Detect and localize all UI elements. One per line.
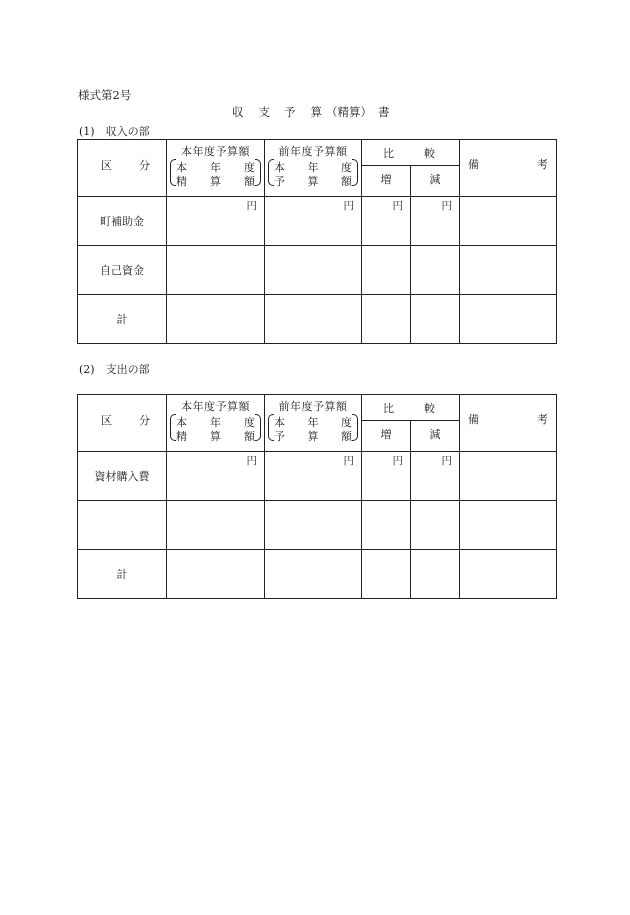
row-label-cell: [78, 501, 167, 550]
header-text: 考: [537, 413, 548, 426]
bracket-right: [255, 159, 261, 186]
header-kubun: [78, 140, 167, 197]
header-text: 算: [307, 430, 319, 443]
header-text: 度: [244, 416, 255, 429]
row-label-cell: [78, 295, 167, 344]
header-text: 度: [341, 416, 352, 429]
title-char: 算: [310, 105, 322, 119]
header-remarks: [460, 140, 557, 197]
amount-cell[interactable]: [411, 501, 460, 550]
row-label: [78, 501, 166, 549]
amount-cell[interactable]: [167, 452, 265, 501]
header-text: 算: [307, 175, 319, 188]
amount-cell[interactable]: [265, 246, 362, 295]
remarks-cell[interactable]: [460, 452, 557, 501]
header-comparison: [362, 140, 460, 166]
expense-table: [77, 394, 557, 599]
row-label-cell: [78, 246, 167, 295]
bracket-right: [255, 414, 261, 441]
header-text: 年: [307, 416, 319, 429]
header-text: 予: [274, 175, 285, 188]
header-text: 年: [210, 161, 221, 174]
header-text: 度: [341, 161, 352, 174]
header-text: 算: [210, 175, 221, 188]
remarks-cell[interactable]: [460, 246, 557, 295]
title-char: 書: [378, 105, 390, 119]
title-char: 予: [284, 105, 296, 119]
amount-cell[interactable]: [167, 197, 265, 246]
header-text: 較: [424, 147, 435, 160]
amount-cell[interactable]: [362, 452, 411, 501]
table-row: [78, 452, 557, 501]
row-label: 計: [116, 313, 128, 326]
document-title: [232, 104, 390, 120]
header-text: 比: [383, 402, 394, 415]
amount-cell[interactable]: [265, 501, 362, 550]
header-prev-budget: [265, 140, 362, 197]
header-text: 分: [139, 158, 150, 172]
amount-cell[interactable]: [362, 295, 411, 344]
header-decrease: 減: [411, 421, 460, 452]
amount-cell[interactable]: [362, 550, 411, 599]
header-text: 予: [274, 430, 285, 443]
row-label: 資材購入費: [94, 470, 150, 483]
amount-cell[interactable]: [362, 246, 411, 295]
yen-unit: 円: [246, 200, 257, 212]
header-text: 本: [274, 416, 285, 429]
header-text: 本年度予算額: [181, 145, 250, 158]
title-char: 支: [258, 105, 270, 119]
row-label-cell: [78, 452, 167, 501]
remarks-cell[interactable]: [460, 295, 557, 344]
remarks-cell[interactable]: [460, 197, 557, 246]
amount-cell[interactable]: [362, 501, 411, 550]
header-current-budget: [167, 140, 265, 197]
row-label: 町補助金: [100, 215, 144, 228]
yen-unit: 円: [441, 200, 452, 212]
table-row: [78, 246, 557, 295]
header-text: 本: [176, 416, 187, 429]
title-char: 収: [232, 105, 244, 119]
header-comparison: [362, 395, 460, 421]
header-text: 備: [468, 158, 479, 171]
row-label-cell: [78, 197, 167, 246]
header-text: 区: [101, 413, 112, 427]
header-text: 本年度予算額: [181, 400, 250, 413]
title-char: （精算）: [326, 105, 372, 119]
header-remarks: [460, 395, 557, 452]
header-text: 前年度予算額: [278, 400, 348, 413]
amount-cell[interactable]: [411, 452, 460, 501]
bracket-right: [352, 414, 358, 441]
section-heading-income: (1) 収入の部: [79, 125, 150, 138]
header-text: 本: [176, 161, 187, 174]
header-text: 考: [537, 158, 548, 171]
table-row: [78, 197, 557, 246]
amount-cell[interactable]: [167, 501, 265, 550]
header-current-budget: [167, 395, 265, 452]
amount-cell[interactable]: [265, 197, 362, 246]
row-label: 計: [116, 568, 128, 581]
amount-cell[interactable]: [167, 295, 265, 344]
yen-unit: 円: [392, 455, 403, 467]
header-text: 額: [244, 175, 255, 188]
yen-unit: 円: [343, 455, 354, 467]
amount-cell[interactable]: [265, 452, 362, 501]
amount-cell[interactable]: [167, 550, 265, 599]
table-row: [78, 501, 557, 550]
bracket-right: [352, 159, 358, 186]
row-label-cell: [78, 550, 167, 599]
header-text: 分: [139, 413, 150, 427]
header-text: 額: [341, 430, 352, 443]
header-text: 額: [244, 430, 255, 443]
header-increase: 増: [362, 421, 411, 452]
table-row: [78, 295, 557, 344]
header-text: 前年度予算額: [278, 145, 348, 158]
yen-unit: 円: [246, 455, 257, 467]
remarks-cell[interactable]: [460, 501, 557, 550]
header-text: 比: [383, 147, 394, 160]
amount-cell[interactable]: [411, 550, 460, 599]
amount-cell[interactable]: [167, 246, 265, 295]
header-prev-budget: [265, 395, 362, 452]
yen-unit: 円: [343, 200, 354, 212]
amount-cell[interactable]: [265, 550, 362, 599]
yen-unit: 円: [441, 455, 452, 467]
amount-cell[interactable]: [265, 295, 362, 344]
header-text: 区: [101, 158, 112, 172]
header-text: 年: [210, 416, 221, 429]
amount-cell[interactable]: [411, 246, 460, 295]
header-text: 算: [210, 430, 221, 443]
header-text: 備: [468, 413, 479, 426]
header-text: 精: [176, 430, 187, 443]
header-text: 本: [274, 161, 285, 174]
header-decrease: 減: [411, 166, 460, 197]
section-heading-expense: (2) 支出の部: [79, 363, 150, 376]
header-text: 年: [307, 161, 319, 174]
amount-cell[interactable]: [411, 197, 460, 246]
form-number: 様式第2号: [78, 88, 132, 102]
header-text: 精: [176, 175, 187, 188]
header-text: 度: [244, 161, 255, 174]
yen-unit: 円: [392, 200, 403, 212]
row-label: 自己資金: [100, 264, 144, 277]
income-table: [77, 139, 557, 344]
remarks-cell[interactable]: [460, 550, 557, 599]
table-row: [78, 550, 557, 599]
header-text: 較: [424, 402, 435, 415]
amount-cell[interactable]: [362, 197, 411, 246]
header-kubun: [78, 395, 167, 452]
header-increase: 増: [362, 166, 411, 197]
header-text: 額: [341, 175, 352, 188]
amount-cell[interactable]: [411, 295, 460, 344]
